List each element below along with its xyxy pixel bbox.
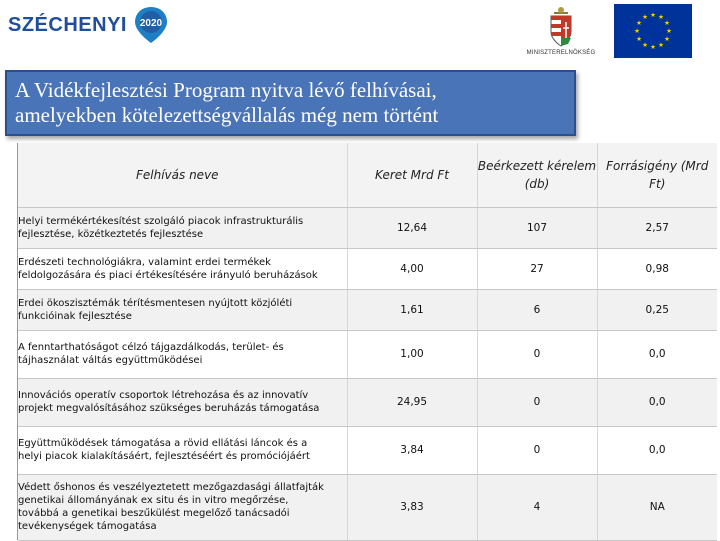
- call-name-cell: Erdei ökoszisztémák térítésmentesen nyújtott közjóléti funkcióinak fejlesztése: [18, 289, 347, 330]
- table-row: [18, 248, 717, 289]
- svg-text:★: ★: [636, 35, 642, 43]
- call-name-cell: Helyi termékértékesítést szolgáló piacok infrastrukturális fejlesztése, közétkeztetés fejlesztése: [18, 207, 347, 248]
- budget-cell: 3,83: [347, 474, 477, 540]
- funding-demand-cell: NA: [597, 474, 717, 540]
- table-row: [18, 378, 717, 426]
- applications-cell: 0: [477, 330, 597, 378]
- table-row: [18, 330, 717, 378]
- table-header-row: [18, 143, 717, 207]
- title-line-2: amelyekben kötelezettségvállalás még nem történt: [15, 103, 439, 127]
- funding-demand-cell: 0,0: [597, 426, 717, 474]
- budget-cell: 24,95: [347, 378, 477, 426]
- funding-demand-cell: 0,25: [597, 289, 717, 330]
- slide-title: [5, 70, 576, 136]
- funding-demand-cell: 0,0: [597, 378, 717, 426]
- applications-cell: 0: [477, 378, 597, 426]
- eu-flag-icon: [614, 4, 692, 58]
- call-name-cell: A fenntarthatóságot célzó tájgazdálkodás, terület- és tájhasználat váltás együttműködései: [18, 330, 347, 378]
- column-header-funding-demand: Forrásigény (Mrd Ft): [597, 143, 717, 207]
- budget-cell: 12,64: [347, 207, 477, 248]
- applications-cell: 0: [477, 426, 597, 474]
- title-line-1: A Vidékfejlesztési Program nyitva lévő felhívásai,: [15, 78, 437, 102]
- ministry-logo: [520, 6, 602, 62]
- funding-demand-cell: 0,0: [597, 330, 717, 378]
- svg-text:★: ★: [664, 35, 670, 43]
- column-header-applications: Beérkezett kérelem (db): [477, 143, 597, 207]
- svg-text:★: ★: [650, 11, 656, 19]
- applications-cell: 27: [477, 248, 597, 289]
- funding-demand-cell: 0,98: [597, 248, 717, 289]
- applications-cell: 4: [477, 474, 597, 540]
- call-name-cell: Együttműködések támogatása a rövid ellátási láncok és a helyi piacok kialakításáért, fejlesztéséért és promóciójáért: [18, 426, 347, 474]
- program-logo-text: SZÉCHENYI: [8, 13, 127, 36]
- column-header-budget: Keret Mrd Ft: [347, 143, 477, 207]
- svg-text:★: ★: [642, 41, 648, 49]
- call-name-cell: Védett őshonos és veszélyeztetett mezőgazdasági állatfajták genetikai állományának ex situ és in vitro megőrzése, továbbá a genetikai beszűkülést megelőző tanácsadói tevékenységek támogatása: [18, 474, 347, 540]
- svg-text:★: ★: [634, 27, 640, 35]
- calls-table: [18, 143, 717, 541]
- call-name-cell: Innovációs operatív csoportok létrehozása és az innovatív projekt megvalósításához szükséges beruházás támogatása: [18, 378, 347, 426]
- ministry-label: MINISZTERELNÖKSÉG: [526, 50, 596, 56]
- applications-cell: 107: [477, 207, 597, 248]
- map-pin-icon: [131, 5, 171, 45]
- svg-text:★: ★: [650, 43, 656, 51]
- applications-cell: 6: [477, 289, 597, 330]
- program-year: 2020: [139, 18, 163, 29]
- budget-cell: 1,61: [347, 289, 477, 330]
- budget-cell: 4,00: [347, 248, 477, 289]
- svg-text:★: ★: [658, 13, 664, 21]
- call-name-cell: Erdészeti technológiákra, valamint erdei termékek feldolgozására és piaci értékesítésére irányuló beruházások: [18, 248, 347, 289]
- svg-text:★: ★: [664, 19, 670, 27]
- svg-text:★: ★: [666, 27, 672, 35]
- svg-text:★: ★: [636, 19, 642, 27]
- svg-text:★: ★: [642, 13, 648, 21]
- table-row: [18, 426, 717, 474]
- budget-cell: 1,00: [347, 330, 477, 378]
- table-row: [18, 474, 717, 540]
- column-header-call-name: Felhívás neve: [18, 143, 347, 207]
- budget-cell: 3,84: [347, 426, 477, 474]
- table-row: [18, 207, 717, 248]
- funding-demand-cell: 2,57: [597, 207, 717, 248]
- szechenyi-2020-logo: [8, 4, 171, 46]
- coat-of-arms-icon: [548, 6, 574, 48]
- table-row: [18, 289, 717, 330]
- svg-text:★: ★: [658, 41, 664, 49]
